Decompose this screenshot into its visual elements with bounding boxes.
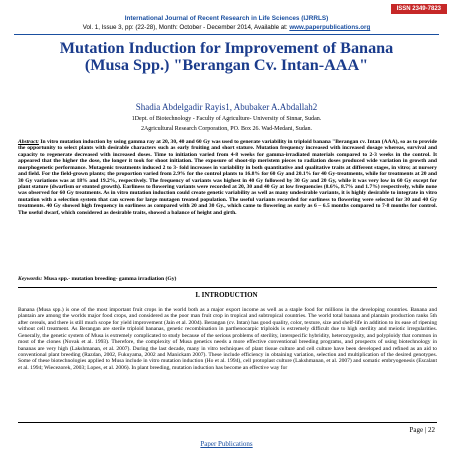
- keywords-label: Keywords:: [18, 276, 43, 282]
- paper-title: Mutation Induction for Improvement of Banana (Musa Spp.) "Berangan Cv. Intan-AAA": [59, 39, 394, 75]
- journal-website-link[interactable]: www.paperpublications.org: [289, 24, 371, 31]
- journal-name: International Journal of Recent Research in Life Sciences (IJRRLS): [124, 15, 329, 22]
- issn-badge: ISSN 2349-7823: [391, 4, 447, 14]
- volume-line: [10, 24, 443, 31]
- keywords: [18, 276, 437, 282]
- volume-info: Vol. 1, Issue 3, pp: (22-28), Month: October - December 2014, Available at:: [82, 24, 288, 31]
- abstract-label: Abstract:: [18, 139, 39, 145]
- page-number: Page | 22: [409, 426, 435, 434]
- affiliation-1: 1Dept. of Biotechnology - Faculty of Agriculture- University of Sinnar, Sudan.: [131, 116, 322, 122]
- abstract-text: In vitro mutation induction by using gamma ray at 20, 30, 40 and 60 Gy was used to generate variability in triploid banana "Berangan cv. Intan (AAA), so as to provide the opportunity to select plants with desirable characters such as early fruiting and short stature. Mutation frequency increased with increased dosage whereas, survival and capacity to regenerate decreased with increased doses. Time to initiation varied from 4-8 weeks for gamma-irradiated materials compared to 2-3 weeks in the control. It appeared that the higher the dose, the longer it took for shoot initiation. The exposure of shoot-tip meristem pieces to radiation doses produced wide variation in growth and morphogenetic performance. Mutagenic treatments induced 2 to 3- fold increases in variability in both quantitative and qualitative traits at different stages, in vitro; at nursery and field. For the field-grown plants; the proportion varied from 2.9% for the control plants to 16.8% for 60 Gy and 20.1% for 40 Gy-treatments, while for treatments at 20 and 30 Gy variations was at 18% and 19.2%, respectively. The frequency of variants was highest in 40 Gy followed by 30 Gy and 20 Gy, while it was very low in 60 Gy except for plant stature (dwarfism or stunted growth). Earliness to flowering variants were recorded at 20, 30 and 40 Gy at low frequencies (8.6%, 8.7% and 1.7%) respectively, while none was observed for 60 Gy treatments. As in vitro mutation induction could create genetic variability as well as many undesirable variants, it is highly desirable to integrate in vitro mutation with a selection system that can screen for large mutagen treated population. The useful variants recorded for earliness to flowering were selected for 30 and 40 Gy treatments. 40 Gy showed high frequency in earliness as compared with 20 and 30 Gy., which came to flowering as early as 6 – 6.5 months compared to 7-8 months for control. The useful dwarf, which considered as desirable traits, showed a balance of height and girth.: [18, 139, 438, 216]
- header-divider: [14, 34, 439, 35]
- paper-authors: Shadia Abdelgadir Rayis1, Abubaker A.Abdallah2: [135, 102, 318, 112]
- affiliation-2: 2Agricultural Research Corporation, PO. Box 26. Wad-Medani, Sudan.: [140, 126, 313, 132]
- abstract: [18, 139, 437, 216]
- section-heading: I. INTRODUCTION: [195, 291, 258, 299]
- section-divider: [18, 287, 437, 288]
- keywords-text: Musa spp.- mutation breeding- gamma irradiation (Gy): [43, 276, 177, 282]
- publisher-link[interactable]: Paper Publications: [200, 440, 253, 448]
- introduction-text: Banana (Musa spp.) is one of the most important fruit crops in the world both as a major export income as well as a staple food for millions in the developing countries. Banana and plantain are among the worlds major food crops, and considered as the poor man fruit crop in tropical and subtropical countries. The world total banana and plantain production ranks 5th after cereals, and there is still much scope for yield improvement (Jain et al. 2004). Berangan (cv. Intan) has good quality, color, texture, size and shelf-life in addition to its ease of ripening without cell treatment. As Berangan are sterile triploid bananas, genetic recombination in parthenocarpic triploids is extremely difficult due to high sterility and meiotic irregularities. Generally, the genetic system of Musa is extremely complicated to study because of the serious problems of sterility, interspecific hybridity, heterozygosity, and polyploidy that common in most of the clones (Novak et al. 1993). Therefore, the complexity of Musa genetics needs a more effective conventional breeding programs, and prospects of using biotechnology in bananas are very high (Lakshmanan, et al. 2007). During the last decade, many in vitro techniques of plant tissue culture and cell culture have been developed and refined as an aid to conventional plant breeding (Razdan, 2002, Fukuyama, 2002 and Manickam 2007). These include efficiency in obtaining variation, selection and multiplication of the desired genotypes. Some of these biotechnologies applied to Musa include in vitro mutation induction (Ho et al. 1994), cell protoplast culture (Lakshmanan, et al. 2007) and somatic embryogenesis (Escalant et al. 1994; Wiecezorek, 2003; Lopes, et al. 2006). In plant breeding, mutation induction has become an effective way for: [18, 307, 437, 371]
- footer-divider: [18, 422, 437, 423]
